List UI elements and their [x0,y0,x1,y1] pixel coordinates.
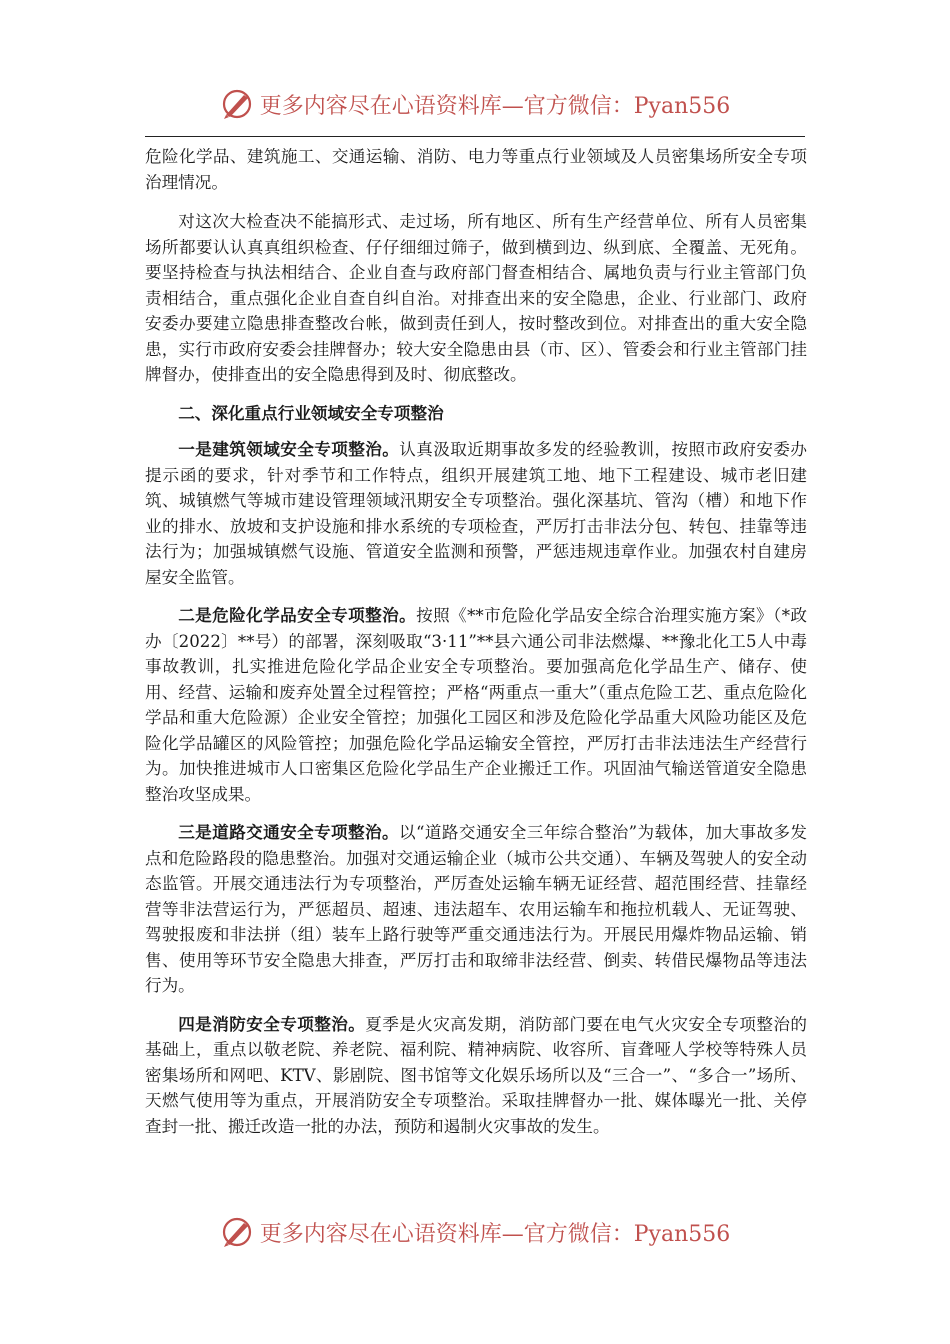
pen-logo-icon [220,87,254,121]
header-banner [0,84,950,124]
footer-banner [0,1212,950,1252]
header-banner-text: 更多内容尽在心语资料库—官方微信：Pyan556 [259,93,731,119]
subsection-title: 二是危险化学品安全专项整治。 [178,605,417,625]
paragraph-hazardous-chemicals: 二是危险化学品安全专项整治。按照《**市危险化学品安全综合治理实施方案》（*政办〔2022〕**号）的部署，深刻吸取“3·11”**县六通公司非法燃爆、**豫北化工5人中毒事故教训，扎实推进危险化学品企业安全专项整治。要加强高危化学品生产、储存、使用、经营、运输和废弃处置全过程管控；严格“两重点一重大”（重点危险工艺、重点危险化学品和重大危险源）企业安全管控；加强化工园区和涉及危险化学品重大风险功能区及危险化学品罐区的风险管控；加强危险化学品运输安全管控，严厉打击非法违法生产经营行为。加快推进城市人口密集区危险化学品生产企业搬迁工作。巩固油气输送管道安全隐患整治攻坚成果。 [145,605,808,804]
section-heading: 二、深化重点行业领域安全专项整治 [178,402,444,423]
paragraph-construction: 一是建筑领域安全专项整治。认真汲取近期事故多发的经验教训，按照市政府安委办提示函的要求，针对季节和工作特点，组织开展建筑工地、地下工程建设、城市老旧建筑、城镇燃气等城市建设管理领域汛期安全专项整治。强化深基坑、管沟（槽）和地下作业的排水、放坡和支护设施和排水系统的专项检查，严厉打击非法分包、转包、挂靠等违法行为；加强城镇燃气设施、管道安全监测和预警，严惩违规违章作业。加强农村自建房屋安全监管。 [145,439,808,587]
paragraph-intro-continuation: 危险化学品、建筑施工、交通运输、消防、电力等重点行业领域及人员密集场所安全专项治理情况。 [145,147,807,192]
document-body [145,144,807,1152]
subsection-title: 三是道路交通安全专项整治。 [178,822,399,842]
header-divider [145,136,805,137]
pen-logo-icon [220,1215,254,1249]
paragraph-inspection: 对这次大检查决不能搞形式、走过场，所有地区、所有生产经营单位、所有人员密集场所都要认认真真组织检查、仔仔细细过筛子，做到横到边、纵到底、全覆盖、无死角。要坚持检查与执法相结合、企业自查与政府部门督查相结合、属地负责与行业主管部门负责相结合，重点强化企业自查自纠自治。对排查出来的安全隐患，企业、行业部门、政府安委办要建立隐患排查整改台帐，做到责任到人，按时整改到位。对排查出的重大安全隐患，实行市政府安委会挂牌督办；较大安全隐患由县（市、区）、管委会和行业主管部门挂牌督办，使排查出的安全隐患得到及时、彻底整改。 [145,212,807,384]
footer-banner-text: 更多内容尽在心语资料库—官方微信：Pyan556 [259,1221,731,1247]
paragraph-fire-safety: 四是消防安全专项整治。夏季是火灾高发期，消防部门要在电气火灾安全专项整治的基础上，重点以敬老院、养老院、福利院、精神病院、收容所、盲聋哑人学校等特殊人员密集场所和网吧、KTV、影剧院、图书馆等文化娱乐场所以及“三合一”、“多合一”场所、天燃气使用等为重点，开展消防安全专项整治。采取挂牌督办一批、媒体曝光一批、关停查封一批、搬迁改造一批的办法，预防和遏制火灾事故的发生。 [145,1013,808,1136]
subsection-title: 四是消防安全专项整治。 [178,1013,366,1034]
subsection-title: 一是建筑领域安全专项整治。 [178,439,400,459]
paragraph-road-traffic: 三是道路交通安全专项整治。以“道路交通安全三年综合整治”为载体，加大事故多发点和危险路段的隐患整治。加强对交通运输企业（城市公共交通）、车辆及驾驶人的安全动态监管。开展交通违法行为专项整治，严厉查处运输车辆无证经营、超范围经营、挂靠经营等非法营运行为，严惩超员、超速、违法超车、农用运输车和拖拉机载人、无证驾驶、驾驶报废和非法拼（组）装车上路行驶等严重交通违法行为。开展民用爆炸物品运输、销售、使用等环节安全隐患大排查，严厉打击和取缔非法经营、倒卖、转借民爆物品等违法行为。 [145,822,808,995]
